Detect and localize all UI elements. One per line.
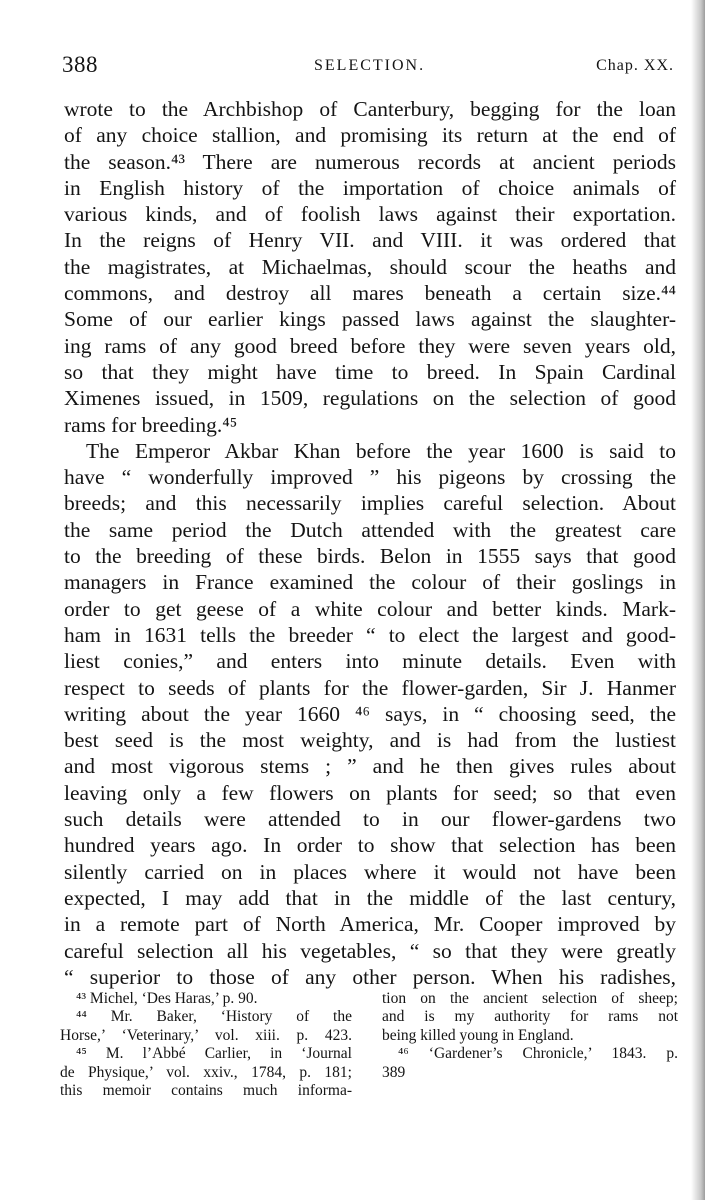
text-line: “ superior to those of any other person. When his radishes, [64,964,676,989]
footnote-line: being killed young in England. [382,1026,574,1044]
footnote-line: and is my authority for rams not [382,1008,678,1026]
page-header [62,52,680,80]
running-head: SELECTION. [314,57,426,74]
text-line: liest conies,” and enters into minute details. Even with [64,649,676,674]
text-line: In the reigns of Henry VII. and VIII. it was ordered that [64,228,676,253]
text-line: breeds; and this necessarily implies careful selection. About [64,491,676,516]
text-line: the magistrates, at Michaelmas, should scour the heaths and [64,254,676,279]
footnote-line: this memoir contains much informa- [60,1081,352,1099]
page-number: 388 [62,52,98,77]
text-line: expected, I may add that in the middle of the last century, [64,885,676,910]
footnote-line: ⁴⁶ ‘Gardener’s Chronicle,’ 1843. p. [398,1045,678,1063]
text-line: have “ wonderfully improved ” his pigeons by crossing the [64,465,676,490]
text-line: ham in 1631 tells the breeder “ to elect the largest and good- [64,622,676,647]
text-line: order to get geese of a white colour and better kinds. Mark- [64,596,676,621]
footnotes-left-column [60,990,352,1100]
text-line: Some of our earlier kings passed laws against the slaughter- [64,307,676,332]
footnote-line: ⁴⁴ Mr. Baker, ‘History of the [76,1008,352,1026]
text-line: such details were attended to in our flower-gardens two [64,807,676,832]
text-line: Ximenes issued, in 1509, regulations on the selection of good [64,386,676,411]
text-line-paragraph-end: rams for breeding.⁴⁵ [64,412,238,437]
text-line: silently carried on in places where it would not have been [64,859,676,884]
text-line: careful selection all his vegetables, “ so that they were greatly [64,938,676,963]
text-line: commons, and destroy all mares beneath a certain size.⁴⁴ [64,281,676,306]
footnote-line: ⁴³ Michel, ‘Des Haras,’ p. 90. [76,990,258,1007]
text-line: writing about the year 1660 ⁴⁶ says, in “ choosing seed, the [64,701,676,726]
text-line: respect to seeds of plants for the flower-garden, Sir J. Hanmer [64,675,676,700]
text-line: the same period the Dutch attended with the greatest care [64,517,676,542]
footnote-line: 389 [382,1063,406,1081]
text-line: to the breeding of these birds. Belon in 1555 says that good [64,544,676,569]
text-line: hundred years ago. In order to show that selection has been [64,833,676,858]
text-line: in English history of the importation of choice animals of [64,175,676,200]
footnote-line: tion on the ancient selection of sheep; [382,990,678,1007]
chapter-mark: Chap. XX. [596,57,674,74]
footnote-line: ⁴⁵ M. l’Abbé Carlier, in ‘Journal [76,1045,352,1063]
footnotes-right-column [382,990,678,1082]
text-line: wrote to the Archbishop of Canterbury, begging for the loan [64,97,676,121]
text-line: various kinds, and of foolish laws against their exportation. [64,202,676,227]
page-edge-shadow [691,0,705,1200]
text-line: best seed is the most weighty, and is had from the lustiest [64,728,676,753]
text-line: and most vigorous stems ; ” and he then gives rules about [64,754,676,779]
text-line-paragraph-start: The Emperor Akbar Khan before the year 1600 is said to [86,438,676,463]
text-line: the season.⁴³ There are numerous records at ancient periods [64,149,676,174]
footnote-line: de Physique,’ vol. xxiv., 1784, p. 181; [60,1063,352,1081]
text-line: so that they might have time to breed. In Spain Cardinal [64,359,676,384]
footnote-line: Horse,’ ‘Veterinary,’ vol. xiii. p. 423. [60,1026,352,1044]
body-text [64,96,676,990]
text-line: ing rams of any good breed before they were seven years old, [64,333,676,358]
text-line: in a remote part of North America, Mr. Cooper improved by [64,912,676,937]
text-line: of any choice stallion, and promising its return at the end of [64,123,676,148]
text-line: leaving only a few flowers on plants for seed; so that even [64,780,676,805]
text-line: managers in France examined the colour of their goslings in [64,570,676,595]
